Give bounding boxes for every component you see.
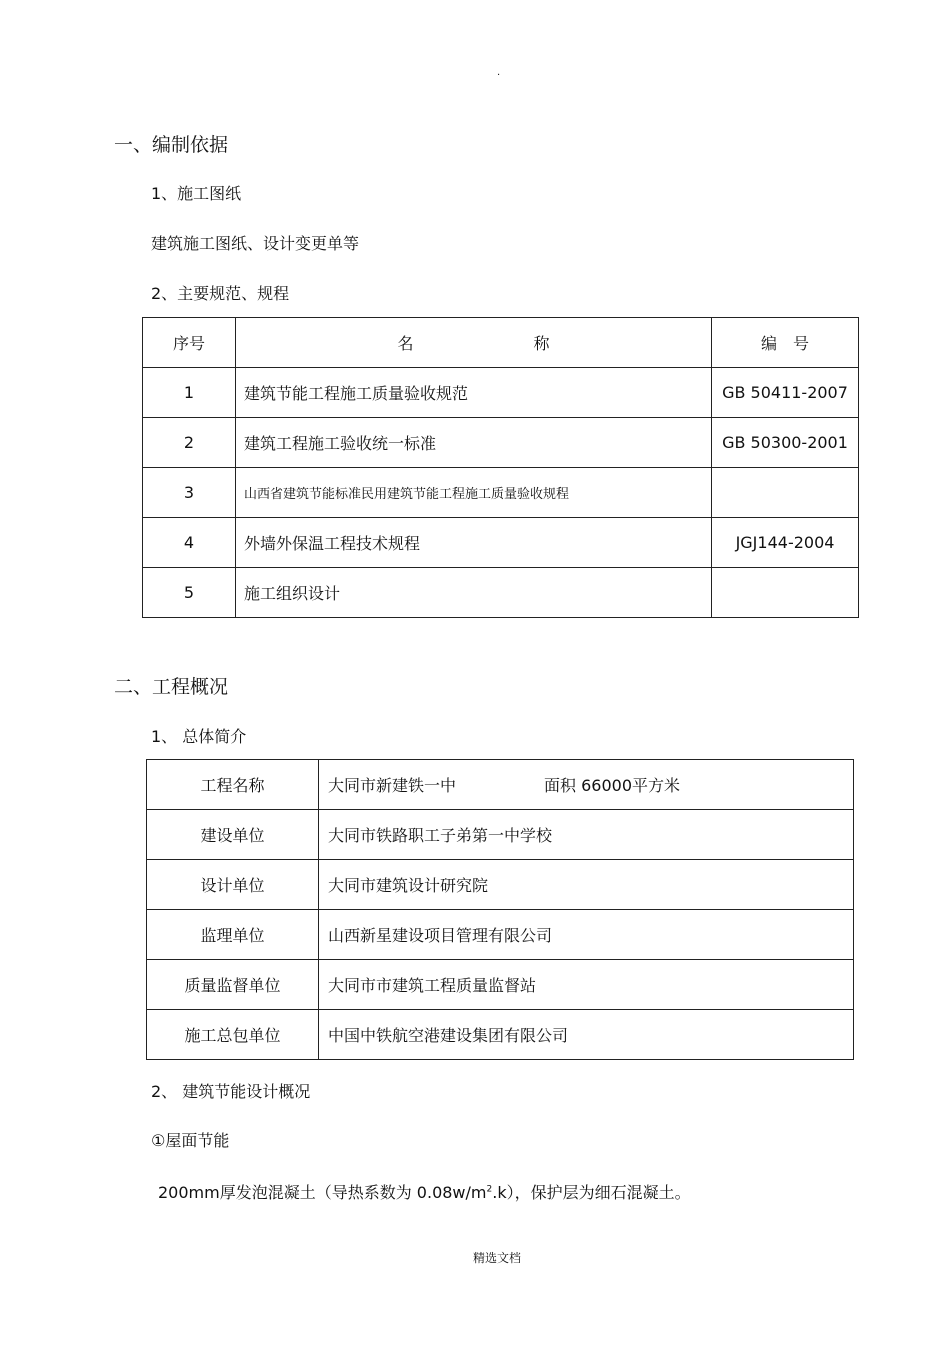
standards-table [142, 317, 859, 618]
row-name: 建筑节能工程施工质量验收规范 [236, 368, 712, 418]
table-row [147, 910, 854, 960]
row-value: 大同市建筑设计研究院 [319, 860, 854, 910]
row-name: 山西省建筑节能标准民用建筑节能工程施工质量验收规程 [236, 468, 712, 518]
table-row [143, 568, 859, 618]
overview-table [146, 759, 854, 1060]
subheading-roof: ①屋面节能 [151, 1131, 230, 1150]
row-name: 施工组织设计 [236, 568, 712, 618]
table-row [147, 760, 854, 810]
row-key: 质量监督单位 [147, 960, 319, 1010]
project-area: 面积 66000平方米 [544, 776, 681, 795]
row-name: 外墙外保温工程技术规程 [236, 518, 712, 568]
row-no: 2 [143, 418, 236, 468]
row-no: 3 [143, 468, 236, 518]
project-name: 大同市新建铁一中 [328, 776, 457, 795]
row-key: 建设单位 [147, 810, 319, 860]
row-code: JGJ144-2004 [712, 518, 859, 568]
header-dot: · [497, 70, 501, 81]
row-key: 监理单位 [147, 910, 319, 960]
row-key: 工程名称 [147, 760, 319, 810]
row-key: 设计单位 [147, 860, 319, 910]
table-row [143, 368, 859, 418]
table-row [147, 960, 854, 1010]
row-code [712, 468, 859, 518]
row-code: GB 50411-2007 [712, 368, 859, 418]
row-value: 山西新星建设项目管理有限公司 [319, 910, 854, 960]
row-key: 施工总包单位 [147, 1010, 319, 1060]
row-name: 建筑工程施工验收统一标准 [236, 418, 712, 468]
table-row [143, 468, 859, 518]
table-header-row [143, 318, 859, 368]
roof-text-a: 200mm厚发泡混凝土（导热系数为 0.08w/m [158, 1183, 487, 1202]
section-title-overview: 二、工程概况 [114, 676, 229, 698]
section-title-basis: 一、编制依据 [114, 134, 229, 156]
subheading-drawings: 1、施工图纸 [151, 184, 242, 203]
subheading-energy-design: 2、 建筑节能设计概况 [151, 1082, 311, 1101]
table-row [147, 860, 854, 910]
subheading-summary: 1、 总体简介 [151, 727, 247, 746]
row-no: 4 [143, 518, 236, 568]
row-value: 大同市市建筑工程质量监督站 [319, 960, 854, 1010]
header-code: 编 号 [712, 318, 859, 368]
row-code: GB 50300-2001 [712, 418, 859, 468]
roof-text-sup: 2 [486, 1184, 493, 1195]
row-value [319, 760, 854, 810]
paragraph-roof [158, 1180, 691, 1203]
table-row [143, 518, 859, 568]
table-row [147, 810, 854, 860]
row-no: 5 [143, 568, 236, 618]
header-no: 序号 [143, 318, 236, 368]
header-name [236, 318, 712, 368]
table-row [147, 1010, 854, 1060]
header-name-a: 名 [397, 334, 414, 353]
row-code [712, 568, 859, 618]
row-value: 中国中铁航空港建设集团有限公司 [319, 1010, 854, 1060]
row-no: 1 [143, 368, 236, 418]
header-name-b: 称 [533, 334, 550, 353]
subheading-standards: 2、主要规范、规程 [151, 284, 290, 303]
roof-text-b: .k），保护层为细石混凝土。 [492, 1183, 691, 1202]
row-value: 大同市铁路职工子弟第一中学校 [319, 810, 854, 860]
paragraph-drawings: 建筑施工图纸、设计变更单等 [151, 234, 360, 253]
page-footer: 精选文档 [473, 1251, 522, 1265]
table-row [143, 418, 859, 468]
